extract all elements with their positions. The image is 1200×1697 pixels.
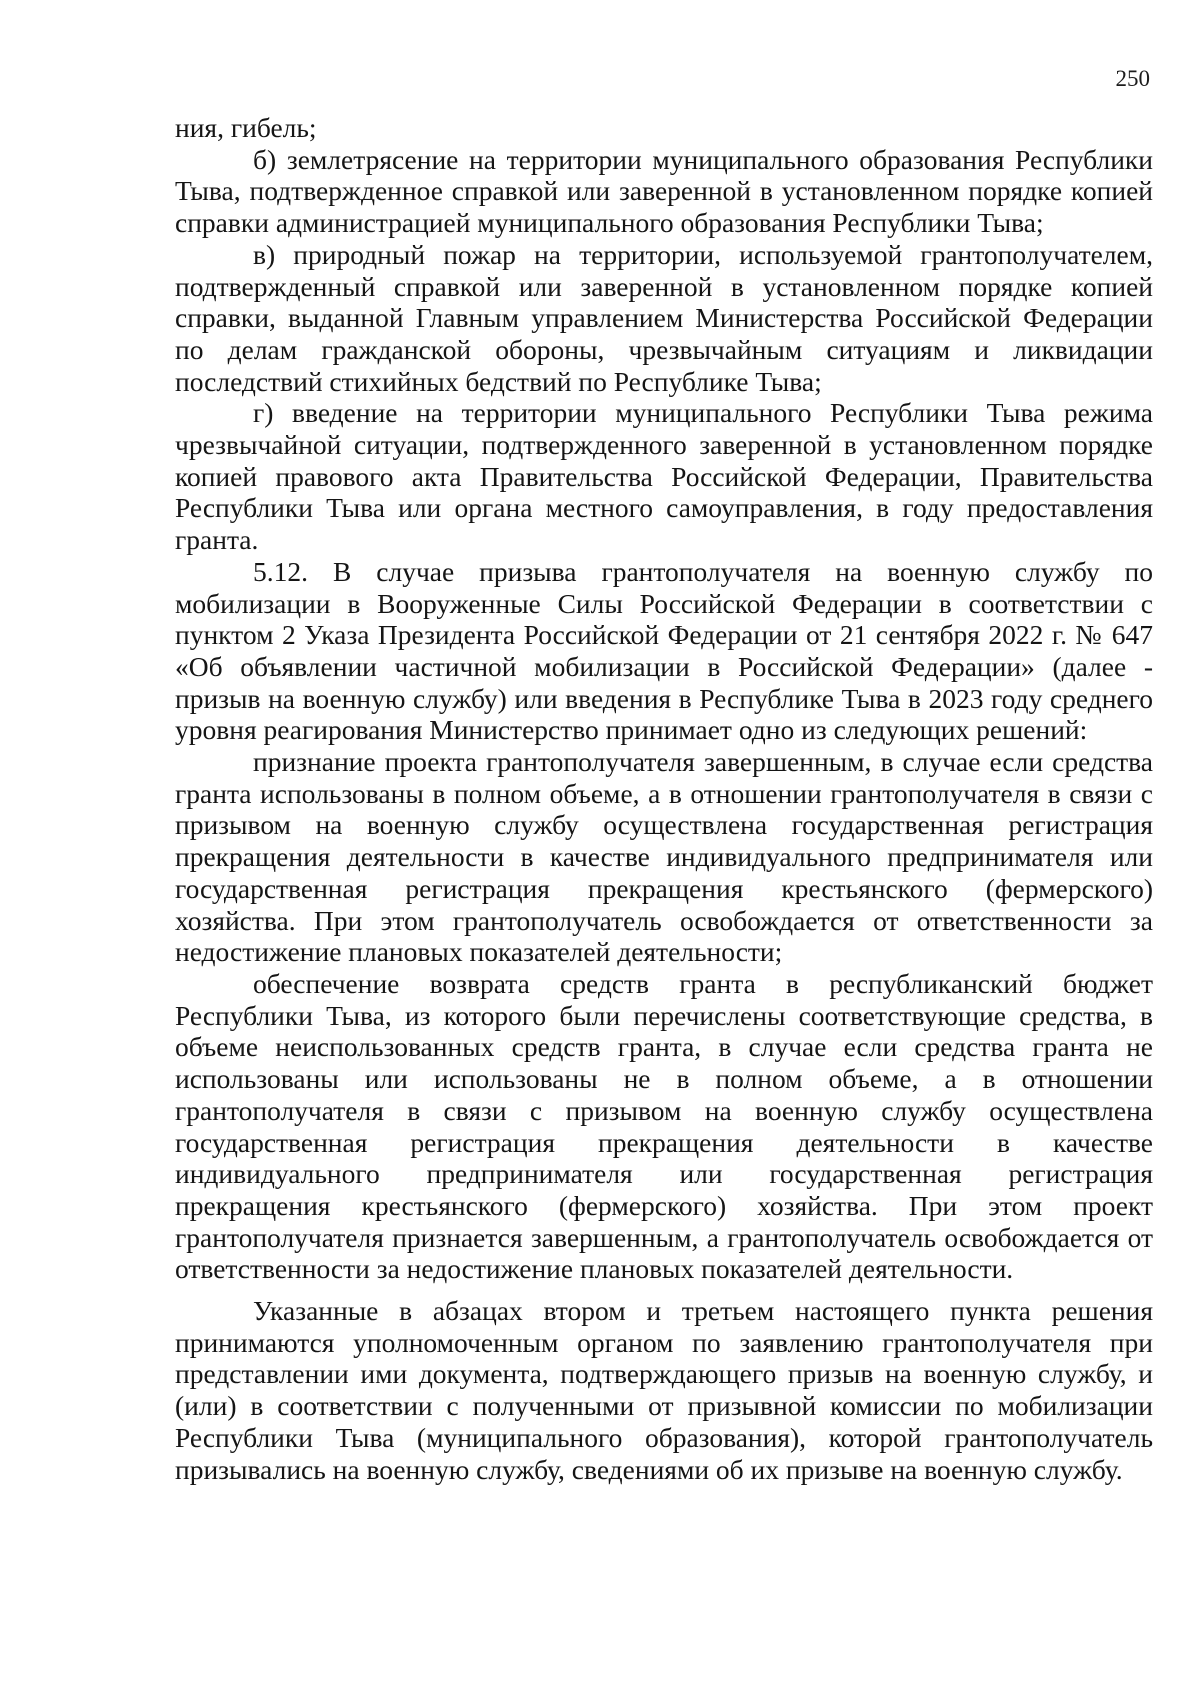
paragraph-continuation: ния, гибель; [175, 112, 317, 143]
paragraph-decision-completed: признание проекта грантополучателя завершенным, в случае если средства гранта использованы в полном объеме, а в отношении грантополучателя в связи с призывом на военную службу осуществлена государственная регистрация прекращения деятельности в качестве индивидуального предпринимателя или государственная регистрация прекращения крестьянского (фермерского) хозяйства. При этом грантополучатель освобождается от ответственности за недостижение плановых показателей деятельности; [175, 746, 1153, 968]
page-number: 250 [1115, 66, 1150, 91]
paragraph-item-b-earthquake: б) землетрясение на территории муниципального образования Республики Тыва, подтвержденное справкой или заверенной в установленном порядке копией справки администрацией муниципального образования Республики Тыва; [175, 143, 1153, 239]
paragraph-decision-return-funds: обеспечение возврата средств гранта в республиканский бюджет Республики Тыва, из которого были перечислены соответствующие средства, в объеме неиспользованных средств гранта, в случае если средства гранта не использованы или использованы не в полном объеме, а в отношении грантополучателя в связи с призывом на военную службу осуществлена государственная регистрация прекращения деятельности в качестве индивидуального предпринимателя или государственная регистрация прекращения крестьянского (фермерского) хозяйства. При этом проект грантополучателя признается завершенным, а грантополучатель освобождается от ответственности за недостижение плановых показателей деятельности. [175, 967, 1153, 1285]
paragraph-item-g-emergency: г) введение на территории муниципального Республики Тыва режима чрезвычайной ситуации, подтвержденного заверенной в установленном порядке копией правового акта Правительства Российской Федерации, Правительства Республики Тыва или органа местного самоуправления, в году предоставления гранта. [175, 397, 1153, 556]
document-body [175, 112, 1153, 1485]
paragraph-decision-authority: Указанные в абзацах втором и третьем настоящего пункта решения принимаются уполномоченным органом по заявлению грантополучателя при представлении ими документа, подтверждающего призыв на военную службу, и (или) в соответствии с полученными от призывной комиссии по мобилизации Республики Тыва (муниципального образования), которой грантополучатель призывались на военную службу, сведениями об их призыве на военную службу. [175, 1295, 1153, 1485]
paragraph-item-v-wildfire: в) природный пожар на территории, используемой грантополучателем, подтвержденный справкой или заверенной в установленном порядке копией справки, выданной Главным управлением Министерства Российской Федерации по делам гражданской обороны, чрезвычайным ситуациям и ликвидации последствий стихийных бедствий по Республике Тыва; [175, 238, 1153, 397]
paragraph-clause-5-12: 5.12. В случае призыва грантополучателя на военную службу по мобилизации в Вооруженные Силы Российской Федерации в соответствии с пунктом 2 Указа Президента Российской Федерации от 21 сентября 2022 г. № 647 «Об объявлении частичной мобилизации в Российской Федерации» (далее - призыв на военную службу) или введения в Республике Тыва в 2023 году среднего уровня реагирования Министерство принимает одно из следующих решений: [175, 555, 1153, 746]
